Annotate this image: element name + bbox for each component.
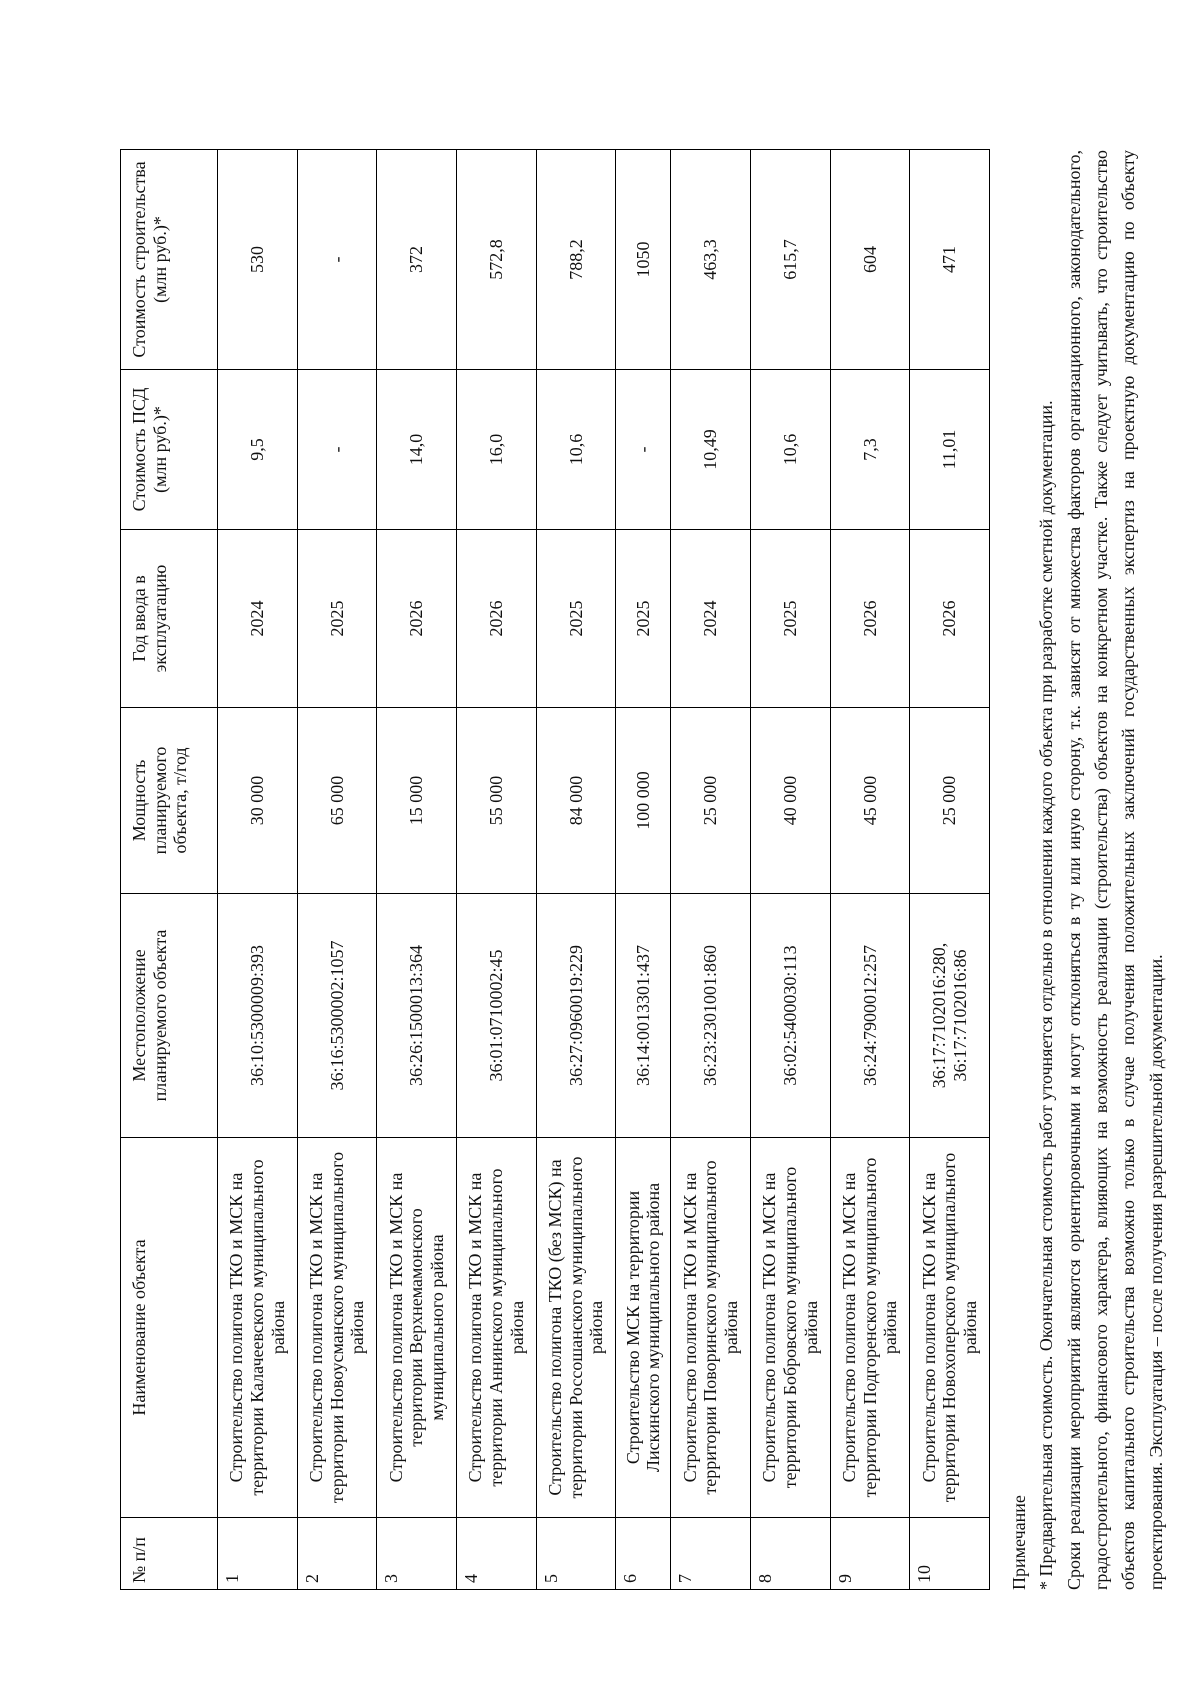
- cell-psd-cost: 7,3: [830, 370, 910, 530]
- cell-number: 7: [671, 1518, 751, 1590]
- table-row: [616, 150, 671, 1590]
- cell-year: 2026: [456, 530, 536, 708]
- cell-psd-cost: -: [297, 370, 377, 530]
- table-body: [218, 150, 990, 1590]
- cell-psd-cost: 14,0: [377, 370, 457, 530]
- table-row: [456, 150, 536, 1590]
- cell-location: 36:16:5300002:1057: [297, 894, 377, 1138]
- cell-construction-cost: 615,7: [751, 150, 831, 370]
- cell-psd-cost: 10,6: [536, 370, 616, 530]
- cell-year: 2024: [218, 530, 298, 708]
- table-row: [830, 150, 910, 1590]
- objects-table: [120, 149, 990, 1590]
- col-header-name: Наименование объекта: [121, 1138, 218, 1518]
- cell-construction-cost: 372: [377, 150, 457, 370]
- cell-psd-cost: 11,01: [910, 370, 990, 530]
- col-header-construction-cost: Стоимость строительства (млн руб.)*: [121, 150, 218, 370]
- notes-terms-paragraph: Сроки реализации мероприятий являются ориентировочными и могут отклоняться в ту или иную сторону, т.к. зависят от множества факторов организационного, законодательного, градостроительного, финансового характера, влияющих на возможность реализации (строительства) объектов на конкретном участке. Также следует учитывать, что строительство объектов капитального строительства возможно только в случае получения положительных заключений государственных экспертиз на проектную документацию по объекту проектирования. Эксплуатация – после получения разрешительной документации.: [1063, 150, 1166, 1590]
- cell-location: 36:17:7102016:280, 36:17:7102016:86: [910, 894, 990, 1138]
- table-row: [377, 150, 457, 1590]
- cell-construction-cost: 572,8: [456, 150, 536, 370]
- cell-year: 2025: [536, 530, 616, 708]
- cell-object-name: Строительство полигона ТКО и МСК на территории Новохоперского муниципального района: [910, 1138, 990, 1518]
- cell-capacity: 45 000: [830, 708, 910, 894]
- cell-object-name: Строительство полигона ТКО и МСК на территории Верхнемамонского муниципального района: [377, 1138, 457, 1518]
- cell-year: 2025: [616, 530, 671, 708]
- cell-construction-cost: 463,3: [671, 150, 751, 370]
- cell-object-name: Строительство полигона ТКО и МСК на территории Подгоренского муниципального района: [830, 1138, 910, 1518]
- table-header: [121, 150, 218, 1590]
- cell-location: 36:10:5300009:393: [218, 894, 298, 1138]
- notes-title: Примечание: [1009, 1495, 1029, 1590]
- cell-construction-cost: 1050: [616, 150, 671, 370]
- cell-object-name: Строительство полигона ТКО и МСК на территории Бобровского муниципального района: [751, 1138, 831, 1518]
- cell-location: 36:23:2301001:860: [671, 894, 751, 1138]
- cell-location: 36:24:7900012:257: [830, 894, 910, 1138]
- cell-capacity: 40 000: [751, 708, 831, 894]
- cell-construction-cost: 530: [218, 150, 298, 370]
- col-header-psd-cost: Стоимость ПСД (млн руб.)*: [121, 370, 218, 530]
- cell-capacity: 25 000: [671, 708, 751, 894]
- col-header-capacity: Мощность планируемого объекта, т/год: [121, 708, 218, 894]
- cell-year: 2026: [910, 530, 990, 708]
- cell-capacity: 84 000: [536, 708, 616, 894]
- cell-construction-cost: -: [297, 150, 377, 370]
- cell-number: 9: [830, 1518, 910, 1590]
- cell-capacity: 15 000: [377, 708, 457, 894]
- cell-number: 10: [910, 1518, 990, 1590]
- cell-location: 36:27:0960019:229: [536, 894, 616, 1138]
- cell-capacity: 25 000: [910, 708, 990, 894]
- cell-psd-cost: 16,0: [456, 370, 536, 530]
- notes-section: [1006, 150, 1170, 1590]
- table-row: [218, 150, 298, 1590]
- cell-number: 1: [218, 1518, 298, 1590]
- cell-construction-cost: 471: [910, 150, 990, 370]
- cell-year: 2025: [751, 530, 831, 708]
- cell-year: 2026: [377, 530, 457, 708]
- cell-object-name: Строительство полигона ТКО и МСК на территории Новоусманского муниципального района: [297, 1138, 377, 1518]
- cell-number: 4: [456, 1518, 536, 1590]
- cell-construction-cost: 604: [830, 150, 910, 370]
- cell-capacity: 100 000: [616, 708, 671, 894]
- table-row: [671, 150, 751, 1590]
- cell-psd-cost: 10,6: [751, 370, 831, 530]
- cell-object-name: Строительство полигона ТКО (без МСК) на территории Россошанского муниципального района: [536, 1138, 616, 1518]
- cell-object-name: Строительство полигона ТКО и МСК на территории Калачеевского муниципального района: [218, 1138, 298, 1518]
- cell-year: 2026: [830, 530, 910, 708]
- notes-cost-note: * Предварительная стоимость. Окончательная стоимость работ уточняется отдельно в отношении каждого объекта при разработке сметной документации.: [1036, 400, 1057, 1590]
- cell-number: 3: [377, 1518, 457, 1590]
- cell-capacity: 55 000: [456, 708, 536, 894]
- cell-object-name: Строительство МСК на территории Лискинского муниципального района: [616, 1138, 671, 1518]
- cell-number: 5: [536, 1518, 616, 1590]
- cell-year: 2025: [297, 530, 377, 708]
- cell-number: 2: [297, 1518, 377, 1590]
- cell-psd-cost: -: [616, 370, 671, 530]
- cell-location: 36:02:5400030:113: [751, 894, 831, 1138]
- cell-year: 2024: [671, 530, 751, 708]
- rotated-document-page: [120, 150, 1166, 1590]
- cell-number: 6: [616, 1518, 671, 1590]
- cell-construction-cost: 788,2: [536, 150, 616, 370]
- cell-location: 36:26:1500013:364: [377, 894, 457, 1138]
- cell-capacity: 30 000: [218, 708, 298, 894]
- cell-capacity: 65 000: [297, 708, 377, 894]
- col-header-location: Местоположение планируемого объекта: [121, 894, 218, 1138]
- cell-location: 36:01:0710002:45: [456, 894, 536, 1138]
- cell-psd-cost: 10,49: [671, 370, 751, 530]
- table-header-row: [121, 150, 218, 1590]
- table-row: [751, 150, 831, 1590]
- cell-object-name: Строительство полигона ТКО и МСК на территории Поворинского муниципального района: [671, 1138, 751, 1518]
- cell-location: 36:14:0013301:437: [616, 894, 671, 1138]
- cell-psd-cost: 9,5: [218, 370, 298, 530]
- table-row: [910, 150, 990, 1590]
- table-row: [297, 150, 377, 1590]
- col-header-year: Год ввода в эксплуатацию: [121, 530, 218, 708]
- table-row: [536, 150, 616, 1590]
- col-header-number: № п/п: [121, 1518, 218, 1590]
- cell-object-name: Строительство полигона ТКО и МСК на территории Аннинского муниципального района: [456, 1138, 536, 1518]
- cell-number: 8: [751, 1518, 831, 1590]
